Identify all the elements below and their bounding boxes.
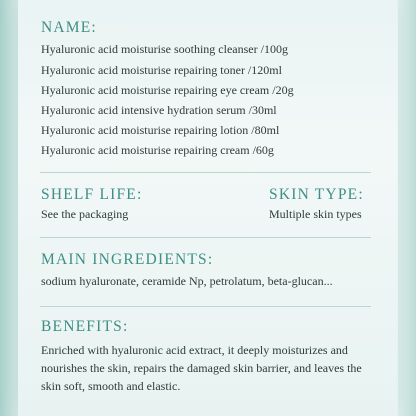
divider (40, 172, 371, 173)
name-item: Hyaluronic acid moisturise repairing lotion /80ml (41, 123, 280, 137)
skin-type-value: Multiple skin types (269, 207, 362, 221)
name-heading: NAME: (41, 19, 97, 36)
shelf-life-value: See the packaging (41, 207, 129, 221)
skin-type-heading: SKIN TYPE: (269, 186, 364, 203)
name-item: Hyaluronic acid moisturise repairing cream /60g (41, 143, 274, 157)
ingredients-heading: MAIN INGREDIENTS: (41, 251, 214, 268)
name-item: Hyaluronic acid intensive hydration serum /30ml (41, 103, 277, 117)
shelf-life-heading: SHELF LIFE: (41, 186, 143, 203)
ingredients-value: sodium hyaluronate, ceramide Np, petrolatum, beta-glucan... (41, 274, 333, 288)
benefits-heading: BENEFITS: (41, 318, 129, 335)
name-item: Hyaluronic acid moisturise soothing cleanser /100g (41, 42, 288, 56)
benefits-value: Enriched with hyaluronic acid extract, it deeply moisturizes and nourishes the skin, repairs the damaged skin barrier, and leaves the skin soft, smooth and elastic. (41, 343, 362, 393)
name-item: Hyaluronic acid moisturise repairing eye cream /20g (41, 83, 294, 97)
right-edge-shade (396, 0, 416, 416)
divider (40, 237, 371, 238)
name-item: Hyaluronic acid moisturise repairing toner /120ml (41, 63, 282, 77)
divider (40, 306, 371, 307)
